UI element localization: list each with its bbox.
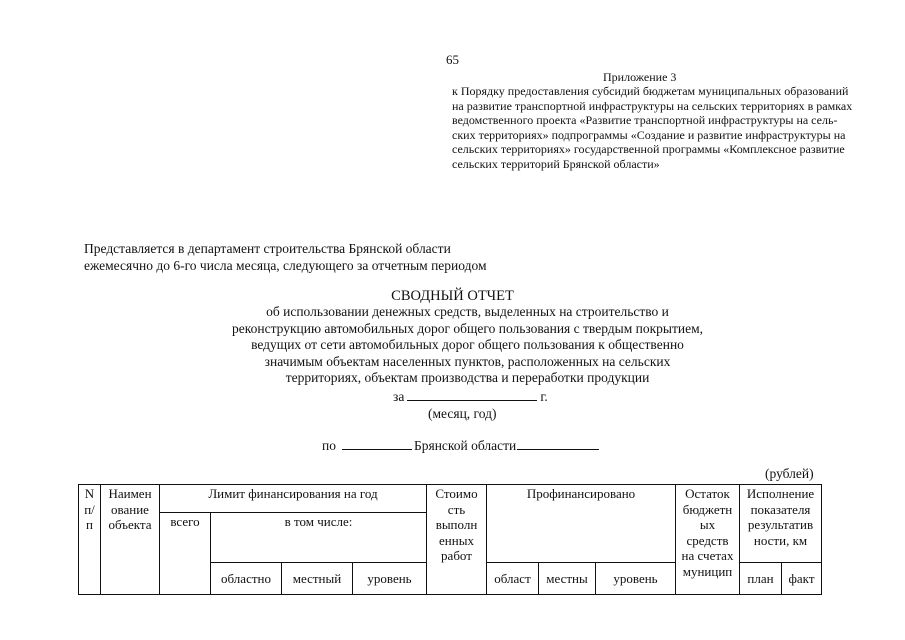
period-line [393, 389, 548, 405]
report-description [0, 304, 905, 387]
units-label: (рублей) [765, 466, 814, 481]
header-budget-balance: Остаток бюджетн ых средств на счетах муницип [676, 485, 740, 595]
header-performance-fact: факт [782, 563, 822, 595]
page-number: 65 [446, 52, 459, 67]
period-suffix: г. [540, 389, 548, 404]
submission-note [84, 240, 487, 274]
header-performance: Исполнение показателя результатив ности, км [740, 485, 822, 563]
header-performance-plan: план [740, 563, 782, 595]
appendix-line: ских территориях» подпрограммы «Создание и развитие инфраструктуры на [452, 127, 846, 142]
appendix-title: Приложение 3 [603, 70, 677, 84]
header-work-cost: Стоимо сть выполн енных работ [427, 485, 487, 595]
report-description-line: реконструкцию автомобильных дорог общего пользования с твердым покрытием, [231, 320, 704, 336]
region-blank-before [342, 438, 412, 450]
report-description-line: ведущих от сети автомобильных дорог общего пользования к общественно [251, 337, 684, 353]
header-limit-level: уровень [353, 563, 427, 595]
appendix-line: ведомственного проекта «Развитие транспортной инфраструктуры на сель- [452, 113, 838, 128]
region-blank-after [517, 438, 599, 450]
summary-table [78, 484, 822, 595]
region-line [322, 438, 599, 454]
appendix-line: на развитие транспортной инфраструктуры на сельских территориях в рамках [452, 98, 853, 113]
period-hint: (месяц, год) [428, 406, 497, 421]
header-financed: Профинансировано [487, 485, 676, 563]
header-object-name: Наимен ование объекта [101, 485, 160, 595]
period-blank [407, 389, 537, 401]
period-prefix: за [393, 389, 405, 404]
header-row-number: N п/ п [79, 485, 101, 595]
appendix-line: сельских территорий Брянской области» [452, 156, 660, 171]
appendix-line: к Порядку предоставления субсидий бюджетам муниципальных образований [452, 84, 849, 98]
header-financed-level: уровень [596, 563, 676, 595]
header-financed-local: местны [539, 563, 596, 595]
header-limit-including: в том числе: [211, 513, 427, 563]
report-description-line: территориях, объектам производства и переработки продукции [285, 370, 650, 386]
header-funding-limit: Лимит финансирования на год [160, 485, 427, 513]
report-title: СВОДНЫЙ ОТЧЕТ [391, 288, 514, 304]
report-description-line: об использовании денежных средств, выделенных на строительство и [266, 304, 669, 319]
header-limit-regional: областно [211, 563, 282, 595]
region-prefix: по [322, 438, 336, 453]
header-limit-total: всего [160, 513, 211, 595]
header-financed-regional: област [487, 563, 539, 595]
submission-line: ежемесячно до 6-го числа месяца, следующего за отчетным периодом [84, 258, 487, 273]
submission-line: Представляется в департамент строительства Брянской области [84, 241, 451, 256]
appendix-line: сельских территориях» государственной программы «Комплексное развитие [452, 142, 845, 157]
header-limit-local: местный [282, 563, 353, 595]
appendix-text [452, 84, 852, 172]
report-description-line: значимым объектам населенных пунктов, расположенных на сельских [264, 353, 671, 369]
region-name: Брянской области [413, 438, 517, 453]
